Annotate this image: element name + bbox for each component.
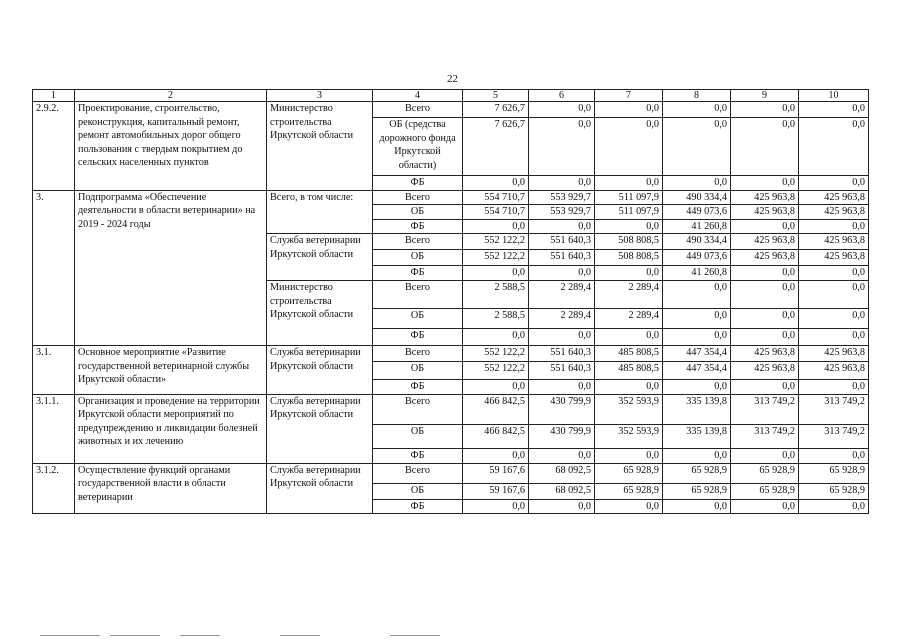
- value-cell: 2 289,4: [529, 309, 595, 329]
- value-cell: 0,0: [463, 329, 529, 346]
- value-cell: 0,0: [529, 499, 595, 514]
- value-cell: 0,0: [731, 219, 799, 234]
- item-number: 3.: [33, 190, 75, 346]
- value-cell: 425 963,8: [731, 250, 799, 266]
- funding-source: Всего: [373, 394, 463, 424]
- value-cell: 552 122,2: [463, 362, 529, 380]
- item-name: Основное мероприятие «Развитие государственной ветеринарной службы Иркутской области»: [75, 346, 267, 395]
- funding-source: ОБ: [373, 362, 463, 380]
- value-cell: 508 808,5: [595, 234, 663, 250]
- funding-source: ФБ: [373, 266, 463, 281]
- value-cell: 0,0: [529, 102, 595, 118]
- value-cell: 0,0: [463, 448, 529, 463]
- value-cell: 0,0: [663, 329, 731, 346]
- value-cell: 352 593,9: [595, 424, 663, 448]
- funding-source: ОБ: [373, 205, 463, 220]
- value-cell: 508 808,5: [595, 250, 663, 266]
- funding-source: ФБ: [373, 380, 463, 395]
- value-cell: 0,0: [731, 266, 799, 281]
- value-cell: 68 092,5: [529, 463, 595, 483]
- value-cell: 65 928,9: [799, 483, 869, 499]
- funding-source: ОБ: [373, 424, 463, 448]
- funding-source: ФБ: [373, 499, 463, 514]
- value-cell: 2 289,4: [595, 281, 663, 309]
- value-cell: 0,0: [663, 448, 731, 463]
- value-cell: 485 808,5: [595, 362, 663, 380]
- funding-source: ОБ: [373, 250, 463, 266]
- value-cell: 0,0: [595, 118, 663, 176]
- funding-source: Всего: [373, 234, 463, 250]
- value-cell: 0,0: [731, 309, 799, 329]
- value-cell: 553 929,7: [529, 205, 595, 220]
- value-cell: 0,0: [463, 266, 529, 281]
- value-cell: 0,0: [663, 499, 731, 514]
- value-cell: 0,0: [595, 176, 663, 191]
- value-cell: 0,0: [731, 499, 799, 514]
- value-cell: 0,0: [799, 329, 869, 346]
- column-number-header-row: [33, 90, 869, 102]
- executor: Служба ветеринарии Иркутской области: [267, 463, 373, 514]
- value-cell: 0,0: [529, 176, 595, 191]
- column-number: 6: [529, 90, 595, 102]
- value-cell: 0,0: [663, 102, 731, 118]
- value-cell: 0,0: [731, 329, 799, 346]
- value-cell: 0,0: [799, 102, 869, 118]
- value-cell: 0,0: [463, 499, 529, 514]
- value-cell: 41 260,8: [663, 266, 731, 281]
- value-cell: 0,0: [799, 499, 869, 514]
- value-cell: 447 354,4: [663, 362, 731, 380]
- value-cell: 0,0: [663, 281, 731, 309]
- funding-source: Всего: [373, 281, 463, 309]
- value-cell: 65 928,9: [595, 463, 663, 483]
- value-cell: 0,0: [799, 266, 869, 281]
- scan-artifacts: [0, 630, 905, 640]
- table-row: [33, 463, 869, 483]
- value-cell: 425 963,8: [799, 346, 869, 362]
- table-row: [33, 190, 869, 205]
- value-cell: 449 073,6: [663, 250, 731, 266]
- value-cell: 490 334,4: [663, 234, 731, 250]
- value-cell: 41 260,8: [663, 219, 731, 234]
- value-cell: 65 928,9: [731, 483, 799, 499]
- value-cell: 0,0: [529, 380, 595, 395]
- value-cell: 425 963,8: [731, 234, 799, 250]
- funding-source: ОБ (средства дорожного фонда Иркутской области): [373, 118, 463, 176]
- value-cell: 7 626,7: [463, 102, 529, 118]
- funding-source: ОБ: [373, 309, 463, 329]
- item-name: Осуществление функций органами государственной власти в области ветеринарии: [75, 463, 267, 514]
- value-cell: 0,0: [663, 309, 731, 329]
- value-cell: 0,0: [529, 219, 595, 234]
- value-cell: 425 963,8: [799, 205, 869, 220]
- column-number: 8: [663, 90, 731, 102]
- value-cell: 552 122,2: [463, 234, 529, 250]
- value-cell: 0,0: [799, 448, 869, 463]
- value-cell: 65 928,9: [799, 463, 869, 483]
- executor: Служба ветеринарии Иркутской области: [267, 394, 373, 463]
- page-number: 22: [447, 73, 458, 85]
- value-cell: 0,0: [595, 329, 663, 346]
- table-row: [33, 102, 869, 118]
- value-cell: 313 749,2: [799, 424, 869, 448]
- value-cell: 0,0: [799, 309, 869, 329]
- value-cell: 430 799,9: [529, 394, 595, 424]
- value-cell: 0,0: [529, 448, 595, 463]
- value-cell: 447 354,4: [663, 346, 731, 362]
- value-cell: 425 963,8: [799, 190, 869, 205]
- value-cell: 552 122,2: [463, 346, 529, 362]
- funding-source: ОБ: [373, 483, 463, 499]
- value-cell: 2 289,4: [529, 281, 595, 309]
- funding-source: Всего: [373, 190, 463, 205]
- value-cell: 0,0: [529, 118, 595, 176]
- value-cell: 425 963,8: [799, 362, 869, 380]
- value-cell: 2 588,5: [463, 309, 529, 329]
- column-number: 2: [75, 90, 267, 102]
- value-cell: 425 963,8: [731, 190, 799, 205]
- item-name: Проектирование, строительство, реконструкция, капитальный ремонт, ремонт автомобильных дорог общего пользования с твердым покрытием до сельских населенных пунктов: [75, 102, 267, 191]
- value-cell: 0,0: [529, 329, 595, 346]
- item-number: 3.1.2.: [33, 463, 75, 514]
- value-cell: 425 963,8: [731, 205, 799, 220]
- value-cell: 335 139,8: [663, 424, 731, 448]
- value-cell: 68 092,5: [529, 483, 595, 499]
- value-cell: 449 073,6: [663, 205, 731, 220]
- value-cell: 335 139,8: [663, 394, 731, 424]
- funding-source: ФБ: [373, 448, 463, 463]
- funding-source: Всего: [373, 102, 463, 118]
- value-cell: 0,0: [799, 380, 869, 395]
- value-cell: 0,0: [463, 380, 529, 395]
- column-number: 9: [731, 90, 799, 102]
- budget-table: [32, 89, 869, 514]
- value-cell: 511 097,9: [595, 190, 663, 205]
- column-number: 5: [463, 90, 529, 102]
- column-number: 3: [267, 90, 373, 102]
- executor: Служба ветеринарии Иркутской области: [267, 234, 373, 281]
- item-number: 2.9.2.: [33, 102, 75, 191]
- value-cell: 425 963,8: [799, 250, 869, 266]
- value-cell: 65 928,9: [663, 483, 731, 499]
- funding-source: Всего: [373, 463, 463, 483]
- value-cell: 65 928,9: [595, 483, 663, 499]
- value-cell: 313 749,2: [731, 394, 799, 424]
- value-cell: 552 122,2: [463, 250, 529, 266]
- value-cell: 2 588,5: [463, 281, 529, 309]
- value-cell: 511 097,9: [595, 205, 663, 220]
- value-cell: 554 710,7: [463, 190, 529, 205]
- value-cell: 0,0: [595, 219, 663, 234]
- column-number: 4: [373, 90, 463, 102]
- table-row: [33, 346, 869, 362]
- value-cell: 7 626,7: [463, 118, 529, 176]
- value-cell: 59 167,6: [463, 463, 529, 483]
- value-cell: 430 799,9: [529, 424, 595, 448]
- value-cell: 0,0: [595, 499, 663, 514]
- value-cell: 0,0: [799, 219, 869, 234]
- value-cell: 425 963,8: [731, 362, 799, 380]
- value-cell: 0,0: [463, 219, 529, 234]
- column-number: 7: [595, 90, 663, 102]
- value-cell: 0,0: [731, 118, 799, 176]
- value-cell: 551 640,3: [529, 250, 595, 266]
- value-cell: 490 334,4: [663, 190, 731, 205]
- value-cell: 551 640,3: [529, 234, 595, 250]
- executor: Всего, в том числе:: [267, 190, 373, 234]
- value-cell: 0,0: [731, 448, 799, 463]
- value-cell: 0,0: [731, 281, 799, 309]
- funding-source: ФБ: [373, 176, 463, 191]
- funding-source: ФБ: [373, 329, 463, 346]
- value-cell: 2 289,4: [595, 309, 663, 329]
- column-number: 1: [33, 90, 75, 102]
- value-cell: 59 167,6: [463, 483, 529, 499]
- item-name: Организация и проведение на территории Иркутской области мероприятий по предупреждению и ликвидации болезней животных и их лечению: [75, 394, 267, 463]
- value-cell: 425 963,8: [799, 234, 869, 250]
- executor: Служба ветеринарии Иркутской области: [267, 346, 373, 395]
- value-cell: 0,0: [595, 266, 663, 281]
- value-cell: 65 928,9: [731, 463, 799, 483]
- value-cell: 466 842,5: [463, 424, 529, 448]
- item-number: 3.1.1.: [33, 394, 75, 463]
- value-cell: 0,0: [595, 448, 663, 463]
- value-cell: 0,0: [731, 380, 799, 395]
- value-cell: 0,0: [731, 176, 799, 191]
- executor: Министерство строительства Иркутской области: [267, 102, 373, 191]
- value-cell: 0,0: [529, 266, 595, 281]
- value-cell: 0,0: [463, 176, 529, 191]
- item-name: Подпрограмма «Обеспечение деятельности в области ветеринарии» на 2019 - 2024 годы: [75, 190, 267, 346]
- value-cell: 466 842,5: [463, 394, 529, 424]
- item-number: 3.1.: [33, 346, 75, 395]
- value-cell: 425 963,8: [731, 346, 799, 362]
- executor: Министерство строительства Иркутской области: [267, 281, 373, 346]
- value-cell: 0,0: [595, 102, 663, 118]
- value-cell: 0,0: [663, 118, 731, 176]
- value-cell: 551 640,3: [529, 362, 595, 380]
- value-cell: 313 749,2: [799, 394, 869, 424]
- funding-source: ФБ: [373, 219, 463, 234]
- value-cell: 0,0: [731, 102, 799, 118]
- value-cell: 0,0: [799, 281, 869, 309]
- value-cell: 0,0: [663, 380, 731, 395]
- value-cell: 352 593,9: [595, 394, 663, 424]
- value-cell: 0,0: [663, 176, 731, 191]
- column-number: 10: [799, 90, 869, 102]
- value-cell: 0,0: [799, 118, 869, 176]
- value-cell: 485 808,5: [595, 346, 663, 362]
- value-cell: 0,0: [595, 380, 663, 395]
- table-row: [33, 394, 869, 424]
- value-cell: 551 640,3: [529, 346, 595, 362]
- value-cell: 0,0: [799, 176, 869, 191]
- funding-source: Всего: [373, 346, 463, 362]
- value-cell: 65 928,9: [663, 463, 731, 483]
- value-cell: 553 929,7: [529, 190, 595, 205]
- value-cell: 313 749,2: [731, 424, 799, 448]
- value-cell: 554 710,7: [463, 205, 529, 220]
